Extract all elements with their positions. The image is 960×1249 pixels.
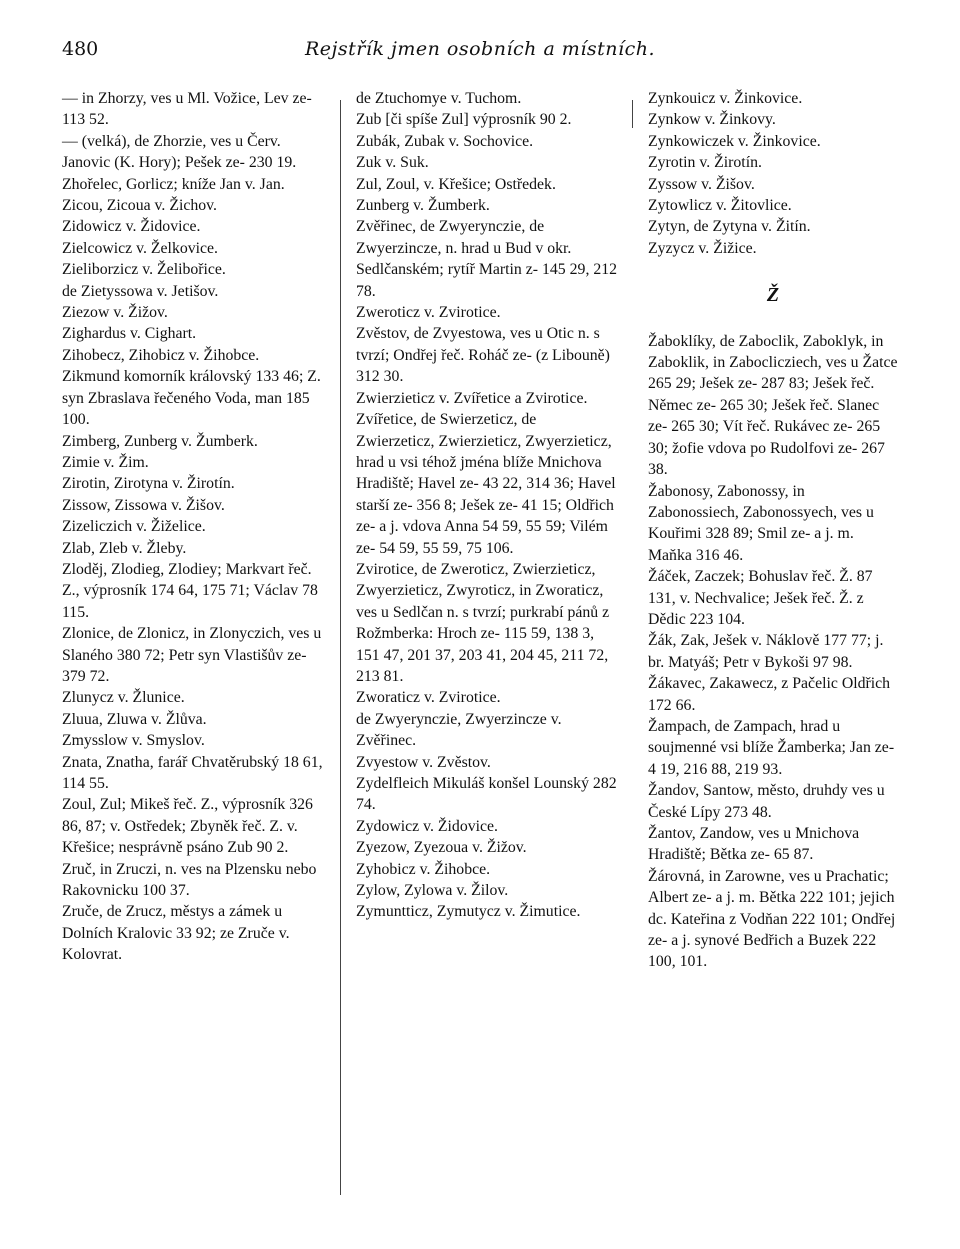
index-entry: Zyrotin v. Žirotín. [648, 154, 762, 172]
index-entry: Zuk v. Suk. [356, 154, 429, 172]
index-column-3 [648, 88, 898, 973]
index-entry: Zoul, Zul; Mikeš řeč. Z., výprosník 326 86, 87; v. Ostředek; Zbyněk řeč. Z. v. Křešice; nesprávně psáno Zub 90 2. [62, 796, 313, 857]
index-entry: Zluua, Zluwa v. Žlůva. [62, 710, 207, 728]
index-column-1 [62, 88, 324, 966]
index-entry: Zyzycz v. Žižice. [648, 239, 757, 257]
index-entry: Zmysslow v. Smyslov. [62, 732, 205, 750]
index-entry: Žampach, de Zampach, hrad u soujmenné vsi blíže Žamberka; Jan ze- 4 19, 216 88, 219 93. [648, 717, 895, 778]
index-entry: Zruč, in Zruczi, n. ves na Plzensku nebo Rakovnicku 100 37. [62, 860, 317, 900]
column-divider [340, 100, 341, 1195]
index-entry: Zissow, Zissowa v. Žišov. [62, 496, 225, 514]
index-entry: Zub [či spíše Zul] výprosník 90 2. [356, 111, 572, 129]
index-entry: Zyhobicz v. Žihobce. [356, 860, 491, 878]
index-entry: Zyssow v. Žišov. [648, 175, 755, 193]
index-entry: Zvyestow v. Zvěstov. [356, 753, 491, 771]
index-entry: Zighardus v. Cighart. [62, 325, 197, 343]
index-entry: Zlunycz v. Žlunice. [62, 689, 185, 707]
index-entry: Zvirotice, de Zweroticz, Zwierzieticz, Zwyerzieticz, Zwyroticz, in Zworaticz, ves u Sedlčan n. s tvrzí; purkrabí pánů z Rožmberka: Hroch ze- 115 59, 138 3, 151 47, 201 37, 203 41, 204 45, 211 72, 213 81. [356, 560, 610, 685]
index-entry: Žabonosy, Zabonossy, in Zabonossiech, Zabonossyech, ves u Kouřimi 328 89; Smil ze- a j. m. Maňka 316 46. [648, 482, 874, 564]
index-entry: Zytowlicz v. Žitovlice. [648, 197, 792, 215]
index-entry: Žárovná, in Zarowne, ves u Prachatic; Albert ze- a j. m. Bětka 222 101; jejich dc. Kateřina z Vodňan 222 101; Ondřej ze- a j. synové Bedřich a Buzek 222 100, 101. [648, 867, 896, 971]
index-entry: Žák, Zak, Ješek v. Náklově 177 77; j. br. Matyáš; Petr v Bykoši 97 98. [648, 632, 884, 671]
index-entry: Zieliborzicz v. Želibořice. [62, 261, 226, 279]
index-entry: Zvířetice, de Swierzeticz, de Zwierzeticz, Zwierzieticz, Zwyerzieticz, hrad u vsi téhož jména blíže Mnichova Hradiště; Havel ze- 43 22, 314 36; Havel starší ze- 356 8; Ješek ze- 41 15; Oldřich ze- a j. vdova Anna 54 59, 55 59; Vilém ze- 54 59, 55 59, 75 106. [356, 411, 616, 557]
index-entry: Znata, Znatha, farář Chvatěrubský 18 61, 114 55. [62, 753, 323, 792]
page-title: Rejstřík jmen osobních a místních. [304, 38, 656, 60]
index-column-2 [356, 88, 618, 923]
index-entry: Zimberg, Zunberg v. Žumberk. [62, 432, 258, 450]
index-entry: Zlab, Zleb v. Žleby. [62, 539, 187, 557]
index-entry: Žantov, Zandow, ves u Mnichova Hradiště; Bětka ze- 65 87. [648, 825, 860, 864]
index-entry: — (velká), de Zhorzie, ves u Červ. Janovic (K. Hory); Pešek ze- 230 19. [62, 132, 297, 172]
index-entry: Zidowicz v. Židovice. [62, 218, 201, 236]
index-entry: Žáček, Zaczek; Bohuslav řeč. Ž. 87 131, v. Nechvalice; Ješek řeč. Ž. z Dědic 223 104. [648, 568, 873, 628]
index-entry: Zirotin, Zirotyna v. Žirotín. [62, 475, 235, 493]
index-entry: Zikmund komorník královský 133 46; Z. syn Zbraslava řečeného Voda, man 185 100. [62, 368, 321, 429]
index-entry: Zimie v. Žim. [62, 453, 149, 471]
index-entry: Zlonice, de Zlonicz, in Zlonyczich, ves u Slaného 380 72; Petr syn Vlastišův ze- 379 72. [62, 625, 322, 685]
index-entry: Zweroticz v. Zvirotice. [356, 304, 501, 322]
index-entry: Ziezow v. Žižov. [62, 304, 168, 322]
index-entry: Zydowicz v. Židovice. [356, 817, 498, 835]
page-number: 480 [62, 38, 99, 60]
index-entry: de Zietyssowa v. Jetišov. [62, 282, 219, 300]
index-entry: Zloděj, Zlodieg, Zlodiey; Markvart řeč. Z., výprosník 174 64, 175 71; Václav 78 115. [62, 560, 318, 621]
index-entry: Zicou, Zicoua v. Žichov. [62, 197, 217, 215]
index-entry: Zruče, de Zrucz, městys a zámek u Dolních Kralovic 33 92; ze Zruče v. Kolovrat. [62, 903, 290, 964]
index-entry: Zunberg v. Žumberk. [356, 197, 490, 215]
index-entry: Zyezow, Zyezoua v. Žižov. [356, 839, 527, 857]
index-entry: Žaboklíky, de Zaboclik, Zaboklyk, in Zaboklik, in Zaboclicziech, ves u Žatce 265 29; Ješek ze- 287 83; Ješek řeč. Němec ze- 265 30; Ješek řeč. Slanec ze- 265 30; Vít řeč. Rukávec ze- 265 30; žofie vdova po Rudolfovi ze- 267 38. [648, 332, 898, 479]
index-entry: de Zwyerynczie, Zwyerzincze v. Zvěřinec. [356, 710, 562, 750]
index-entry: Zylow, Zylowa v. Žilov. [356, 882, 509, 900]
index-entry: Zytyn, de Zytyna v. Žitín. [648, 218, 811, 236]
index-entry: Zydelfleich Mikuláš konšel Lounský 282 74. [356, 775, 617, 814]
index-entry: Zynkow v. Žinkovy. [648, 111, 776, 129]
index-entry: Zymuntticz, Zymutycz v. Žimutice. [356, 903, 581, 921]
index-entry: Žákavec, Zakawecz, z Pačelic Oldřich 172 66. [648, 675, 891, 714]
index-entry: Žandov, Santow, město, druhdy ves u České Lípy 273 48. [648, 782, 885, 821]
index-entry: Zvěstov, de Zvyestowa, ves u Otic n. s tvrzí; Ondřej řeč. Roháč ze- (z Libouně) 312 30. [356, 325, 610, 386]
index-entry: Zhořelec, Gorlicz; kníže Jan v. Jan. [62, 175, 285, 193]
index-entry: Zworaticz v. Zvirotice. [356, 689, 501, 707]
index-entry: Zynkouicz v. Žinkovice. [648, 90, 803, 107]
column-divider [632, 100, 633, 128]
index-entry: Zul, Zoul, v. Křešice; Ostředek. [356, 175, 556, 193]
index-entry: Zvěřinec, de Zwyerynczie, de Zwyerzincze, n. hrad u Bud v okr. Sedlčanském; rytíř Martin z- 145 29, 212 78. [356, 218, 618, 300]
index-entry: Zwierzieticz v. Zvířetice a Zvirotice. [356, 389, 588, 407]
index-entry: de Ztuchomye v. Tuchom. [356, 90, 522, 107]
index-entry: Zubák, Zubak v. Sochovice. [356, 132, 534, 150]
index-entry: Zizeliczich v. Žiželice. [62, 518, 206, 536]
section-heading: Ž [766, 284, 780, 307]
index-entry: — in Zhorzy, ves u Ml. Vožice, Lev ze- 113 52. [62, 90, 312, 129]
index-column-3-part-a [648, 88, 898, 259]
index-entry: Zynkowiczek v. Žinkovice. [648, 132, 821, 150]
index-column-3-part-b [648, 331, 898, 973]
index-entry: Zielcowicz v. Želkovice. [62, 239, 218, 257]
index-entry: Zihobecz, Zihobicz v. Žihobce. [62, 346, 260, 364]
